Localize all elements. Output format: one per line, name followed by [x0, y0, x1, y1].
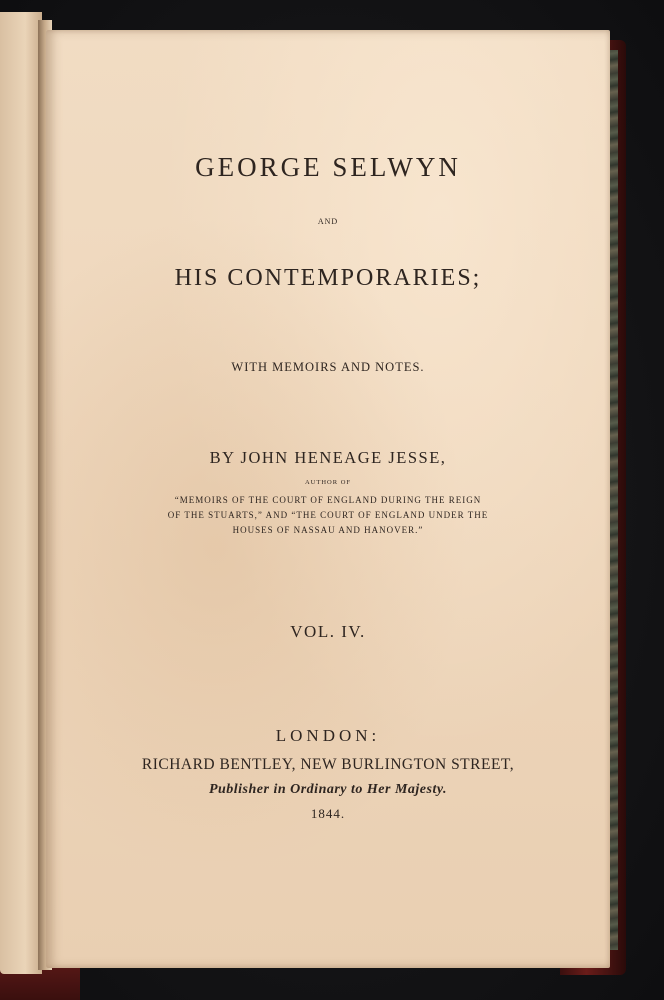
title-page [46, 30, 610, 968]
works-line: HOUSES OF NASSAU AND HANOVER.” [232, 525, 424, 535]
works-line: OF THE STUARTS,” AND “THE COURT OF ENGLAND UNDER THE [167, 510, 489, 520]
imprint-place: LONDON: [275, 726, 381, 745]
imprint-year: 1844. [310, 806, 346, 821]
imprint-publisher: RICHARD BENTLEY, NEW BURLINGTON STREET, [141, 756, 515, 773]
publisher-title: Publisher in Ordinary to Her Majesty. [208, 782, 448, 797]
book-title: GEORGE SELWYN [195, 152, 461, 182]
conjunction-and: AND [317, 217, 339, 226]
works-line: “MEMOIRS OF THE COURT OF ENGLAND DURING THE REIGN [174, 495, 482, 505]
author-of-label: AUTHOR OF [304, 479, 352, 486]
author-byline: BY JOHN HENEAGE JESSE, [209, 448, 447, 467]
facing-page-edge [0, 12, 42, 974]
memoirs-line: WITH MEMOIRS AND NOTES. [231, 360, 425, 374]
previous-works [46, 493, 610, 538]
book-subtitle: HIS CONTEMPORARIES; [174, 265, 482, 291]
volume-number: VOL. IV. [290, 622, 366, 641]
